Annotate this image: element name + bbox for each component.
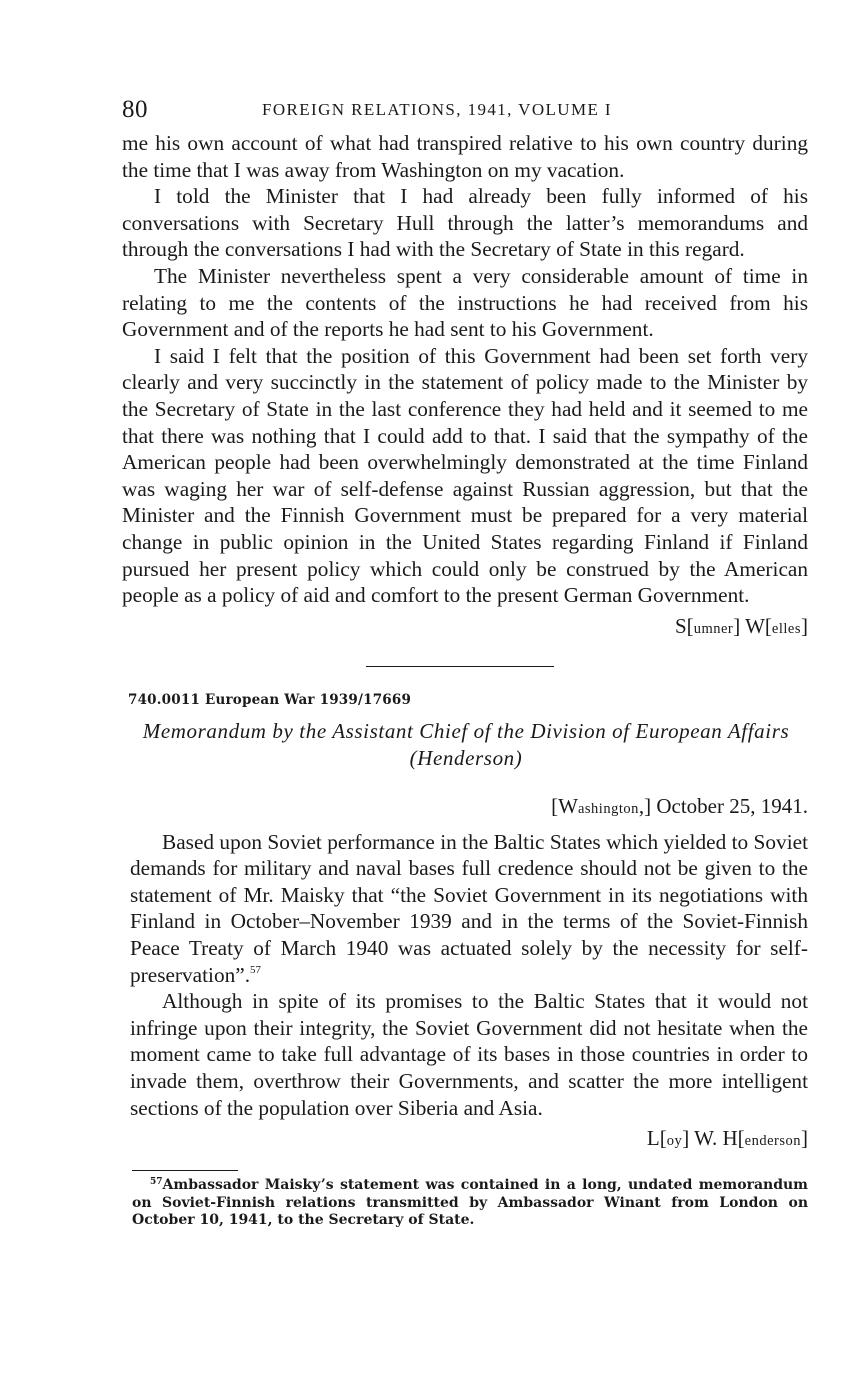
- signature-part: L[: [646, 1126, 667, 1151]
- paragraph: Although in spite of its promises to the Baltic States that it would not infringe upon their integrity, the Soviet Government did not hesitate when the moment came to take full advantage of its bases in those countries in order to invade them, overthrow their Governments, and scatter the more intelligent sections of the population over Siberia and Asia.: [130, 989, 808, 1120]
- paragraph: [130, 829, 808, 989]
- footnote-divider: [132, 1170, 238, 1171]
- signature-part: elles: [771, 620, 801, 637]
- paragraph-continuation: me his own account of what had transpired relative to his own country during the time that I was away from Washington on my vacation.: [122, 131, 808, 182]
- file-number: 740.0011 European War 1939/17669: [128, 691, 412, 708]
- dateline-place: ashington: [577, 800, 639, 817]
- footnote-reference[interactable]: 57: [250, 963, 262, 976]
- dateline: [122, 794, 808, 819]
- paragraph: I said I felt that the position of this Government had been set forth very clearly and very succinctly in the statement of policy made to the Minister by the Secretary of State in the last conference they had held and it seemed to me that there was nothing that I could add to that. I said that the sympathy of the American people had been overwhelmingly demonstrated at the time Finland was waging her war of self-defense against Russian aggression, but that the Minister and the Finnish Government must be prepared for a very material change in public opinion in the United States regarding Finland if Finland pursued her present policy which could only be construed by the American people as a policy of aid and comfort to the present German Government.: [122, 343, 808, 608]
- signature-part: ]: [801, 613, 808, 638]
- signature-part: ] W[: [733, 613, 772, 638]
- paragraph-text: Based upon Soviet performance in the Baltic States which yielded to Soviet demands for military and naval bases full credence should not be given to the statement of Mr. Maisky that “the Soviet Government in its negotiations with Finland in October–November 1939 and in the terms of the Soviet-Finnish Peace Treaty of March 1940 was actuated solely by the necessity for self-preservation”.: [130, 829, 808, 987]
- document-page: [122, 96, 808, 1230]
- footnote-text: Ambassador Maisky’s statement was contained in a long, undated memorandum on Soviet-Finnish relations transmitted by Ambassador Winant from London on October 10, 1941, to the Secretary of State.: [132, 1177, 808, 1229]
- henderson-memorandum: [122, 829, 808, 1155]
- signature-part: oy: [666, 1133, 683, 1150]
- paragraph: The Minister nevertheless spent a very considerable amount of time in relating to me the contents of the instructions he had received from his Government and of the reports he had sent to his Government.: [122, 263, 808, 342]
- dateline-part: ,] October 25, 1941.: [638, 793, 808, 818]
- running-head-title: FOREIGN RELATIONS, 1941, VOLUME I: [262, 100, 612, 119]
- section-divider: [366, 666, 554, 667]
- signature-part: ]: [801, 1126, 808, 1151]
- signature-part: ] W. H[: [682, 1126, 745, 1151]
- signature-part: umner: [693, 620, 734, 637]
- continued-memorandum: [122, 130, 808, 642]
- document-title: Memorandum by the Assistant Chief of the Division of European Affairs (Henderson): [142, 718, 790, 770]
- page-number: 80: [122, 96, 148, 123]
- dateline-part: [W: [551, 793, 578, 818]
- signature-part: S[: [675, 613, 694, 638]
- running-head: [122, 96, 808, 128]
- signature-part: enderson: [744, 1133, 801, 1150]
- footnote: [132, 1177, 808, 1230]
- signature-welles: [122, 613, 808, 642]
- paragraph: I told the Minister that I had already been fully informed of his conversations with Secretary Hull through the latter’s memorandums and through the conversations I had with the Secretary of State in this regard.: [122, 184, 808, 262]
- footnote-number: 57: [150, 1177, 163, 1188]
- signature-henderson: [130, 1125, 808, 1154]
